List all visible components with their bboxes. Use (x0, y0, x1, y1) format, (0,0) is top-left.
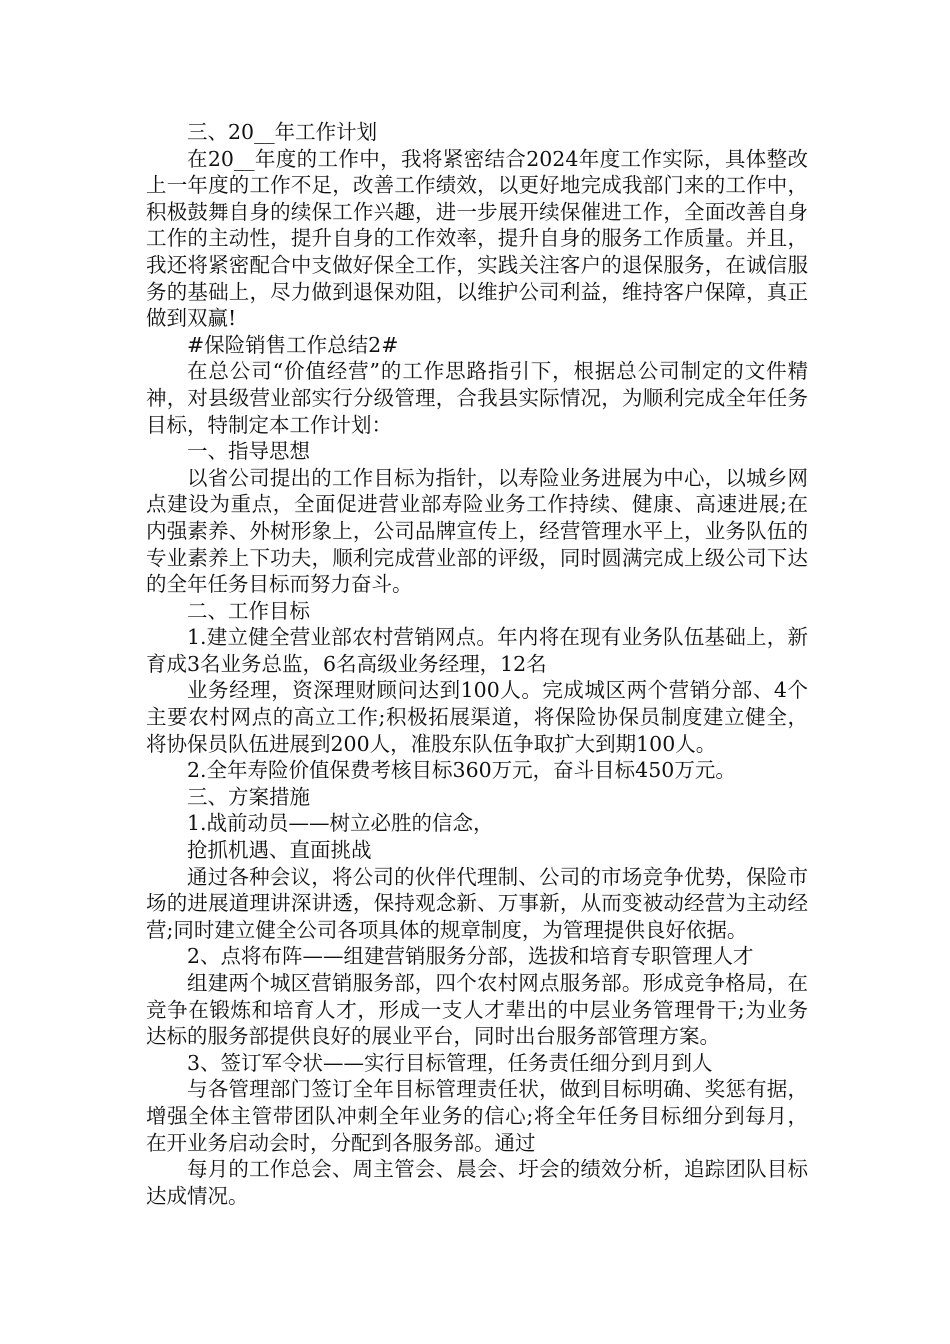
paragraph-guiding-thought: 以省公司提出的工作目标为指针，以寿险业务进展为中心，以城乡网点建设为重点，全面促进营业部寿险业务工作持续、健康、高速进展;在内强素养、外树形象上，公司品牌宣传上，经营管理水平上，业务队伍的专业素养上下功夫，顺利完成营业部的评级，同时圆满完成上级公司下达的全年任务目标而努力奋斗。 (146, 465, 808, 597)
paragraph-intro: 在总公司“价值经营”的工作思路指引下，根据总公司制定的文件精神，对县级营业部实行分级管理，合我县实际情况，为顺利完成全年任务目标，特制定本工作计划： (146, 359, 808, 437)
paragraph-measure-3-continued: 每月的工作总会、周主管会、晨会、圩会的绩效分析，追踪团队目标达成情况。 (146, 1157, 808, 1208)
section-heading-guiding-thought: 一、指导思想 (187, 439, 310, 464)
paragraph-measure-1-body: 通过各种会议，将公司的伙伴代理制、公司的市场竞争优势，保险市场的进展道理讲深讲透，保持观念新、万事新，从而变被动经营为主动经营;同时建立健全公司各项具体的规章制度，为管理提供良好依据。 (146, 864, 808, 942)
section-heading-work-goals: 二、工作目标 (187, 598, 310, 623)
section-heading-measures: 三、方案措施 (187, 784, 310, 809)
paragraph-measure-1-subtitle: 抢抓机遇、直面挑战 (187, 838, 372, 863)
paragraph-goal-1-continued: 业务经理，资深理财顾问达到100人。完成城区两个营销分部、4个主要农村网点的高立工作;积极拓展渠道，将保险协保员制度建立健全，将协保员队伍进展到200人，准股东队伍争取扩大到期100人。 (146, 678, 808, 756)
paragraph-measure-2-body: 组建两个城区营销服务部，四个农村网点服务部。形成竞争格局，在竞争在锻炼和培育人才，形成一支人才辈出的中层业务管理骨干;为业务达标的服务部提供良好的展业平台，同时出台服务部管理方案。 (146, 971, 808, 1049)
paragraph-goal-1: 1.建立健全营业部农村营销网点。年内将在现有业务队伍基础上，新育成3名业务总监，6名高级业务经理，12名 (146, 625, 808, 676)
paragraph-measure-3-title: 3、签订军令状——实行目标管理，任务责任细分到月到人 (187, 1050, 713, 1075)
document-body (146, 119, 808, 1209)
section-heading-summary-2: #保险销售工作总结2# (187, 332, 399, 357)
paragraph-measure-3-body: 与各管理部门签订全年目标管理责任状，做到目标明确、奖惩有据，增强全体主管带团队冲刺全年业务的信心;将全年任务目标细分到每月，在开业务启动会时，分配到各服务部。通过 (146, 1077, 808, 1155)
paragraph-work-plan: 在20__年度的工作中，我将紧密结合2024年度工作实际，具体整改上一年度的工作不足，改善工作绩效，以更好地完成我部门来的工作中，积极鼓舞自身的续保工作兴趣，进一步展开续保催进工作，全面改善自身工作的主动性，提升自身的工作效率，提升自身的服务工作质量。并且，我还将紧密配合中支做好保全工作，实践关注客户的退保服务，在诚信服务的基础上，尽力做到退保劝阻，以维护公司利益，维持客户保障，真正做到双赢! (146, 146, 808, 331)
paragraph-goal-2: 2.全年寿险价值保费考核目标360万元，奋斗目标450万元。 (187, 758, 736, 783)
paragraph-measure-1-title: 1.战前动员——树立必胜的信念， (187, 811, 494, 836)
paragraph-measure-2-title: 2、点将布阵——组建营销服务分部，选拔和培育专职管理人才 (187, 944, 754, 969)
section-heading-work-plan: 三、20__年工作计划 (187, 120, 378, 144)
